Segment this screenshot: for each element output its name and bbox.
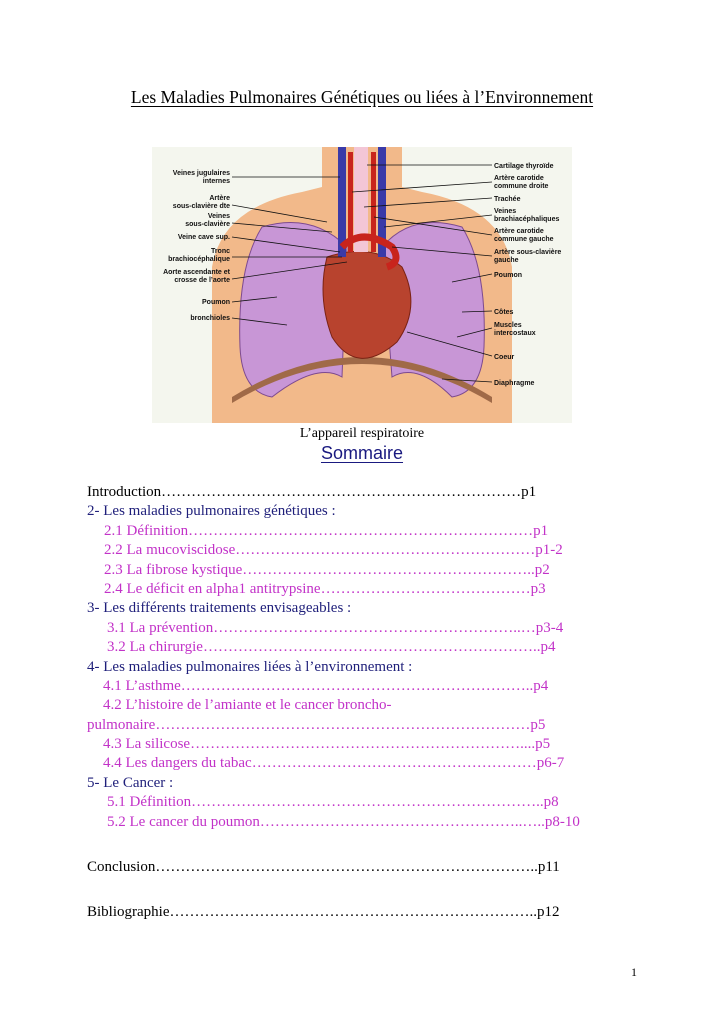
respiratory-system-illustration <box>152 147 572 423</box>
toc-section-4[interactable]: 4- Les maladies pulmonaires liées à l’environnement : <box>87 658 413 675</box>
label-left-6: Veine cave sup. <box>177 234 230 241</box>
toc-entry-2-1[interactable]: 2.1 Définition……………………………………………………………p1 <box>104 522 549 539</box>
toc-spacer <box>87 877 647 903</box>
anatomy-drawing <box>152 147 572 423</box>
label-left-12: bronchioles <box>190 315 230 322</box>
label-right-2: commune droite <box>494 183 549 190</box>
toc-section-3[interactable]: 3- Les différents traitements envisageables : <box>87 600 352 617</box>
label-right-8: Artère sous-clavière <box>494 249 562 256</box>
label-right-1: Artère carotide <box>494 175 544 182</box>
label-left-7: Tronc <box>210 248 230 255</box>
label-left-8: brachiocéphalique <box>168 256 230 263</box>
toc-entry-4-2-cont[interactable]: pulmonaire…………………………………………………………………p5 <box>87 716 546 733</box>
label-left-11: Poumon <box>202 299 230 306</box>
label-left-3: sous-clavière dte <box>172 203 230 210</box>
toc-section-2[interactable]: 2- Les maladies pulmonaires génétiques : <box>87 503 336 520</box>
toc-entry-4-2[interactable]: 4.2 L’histoire de l’amiante et le cancer broncho- <box>103 697 392 714</box>
toc-entry-3-1[interactable]: 3.1 La prévention……………………………………………………..…p3-4 <box>107 619 564 636</box>
document-title: Les Maladies Pulmonaires Génétiques ou liées à l’Environnement <box>130 87 594 107</box>
toc-entry-conclusion[interactable]: Conclusion…………………………………………………………………..p11 <box>87 859 560 876</box>
label-left-5: sous-clavière <box>185 221 230 228</box>
toc-entry-5-2[interactable]: 5.2 Le cancer du poumon……………………………………………..…..p8-10 <box>107 813 580 830</box>
figure-caption: L’appareil respiratoire <box>299 426 425 441</box>
label-right-6: Artère carotide <box>494 228 544 235</box>
toc-entry-4-1[interactable]: 4.1 L’asthme……………………………………………………………..p4 <box>103 677 549 694</box>
toc-entry-bibliographie[interactable]: Bibliographie………………………………………………………………..p12 <box>87 904 560 921</box>
label-left-1: internes <box>202 178 230 185</box>
label-right-0: Cartilage thyroïde <box>494 163 554 170</box>
toc-section-5[interactable]: 5- Le Cancer : <box>87 774 174 791</box>
label-right-13: intercostaux <box>494 330 536 337</box>
toc-entry-2-4[interactable]: 2.4 Le déficit en alpha1 antitrypsine……………………………………p3 <box>104 580 546 597</box>
toc-entry-2-2[interactable]: 2.2 La mucoviscidose……………………………………………………p1-2 <box>104 542 563 559</box>
label-right-11: Côtes <box>494 309 514 316</box>
label-right-14: Coeur <box>494 354 515 361</box>
label-left-0: Veines jugulaires <box>172 170 230 177</box>
toc-spacer <box>87 832 647 858</box>
toc-entry-4-3[interactable]: 4.3 La silicose…………………………………………………………....p5 <box>103 736 551 753</box>
label-right-12: Muscles <box>494 322 522 329</box>
label-left-9: Aorte ascendante et <box>163 269 230 276</box>
toc-entry-4-4[interactable]: 4.4 Les dangers du tabac…………………………………………………p6-7 <box>103 755 565 772</box>
table-of-contents <box>87 483 647 923</box>
label-right-5: brachiacéphaliques <box>494 216 560 223</box>
toc-entry-introduction[interactable]: Introduction………………………………………………………………p1 <box>87 484 537 500</box>
label-left-10: crosse de l’aorte <box>174 277 230 284</box>
label-right-4: Veines <box>494 208 517 215</box>
toc-entry-3-2[interactable]: 3.2 La chirurgie…………………………………………………………..p4 <box>107 639 556 656</box>
label-right-9: gauche <box>494 257 519 264</box>
label-right-3: Trachée <box>494 196 521 203</box>
summary-heading: Sommaire <box>320 443 404 463</box>
toc-entry-2-3[interactable]: 2.3 La fibrose kystique…………………………………………………..p2 <box>104 561 550 578</box>
page-number: 1 <box>631 965 637 979</box>
label-right-15: Diaphragme <box>494 380 535 387</box>
label-right-7: commune gauche <box>494 236 554 243</box>
label-left-4: Veines <box>207 213 230 220</box>
label-left-2: Artère <box>209 195 230 202</box>
label-right-10: Poumon <box>494 272 522 279</box>
toc-entry-5-1[interactable]: 5.1 Définition……………………………………………………………..p8 <box>107 794 559 811</box>
